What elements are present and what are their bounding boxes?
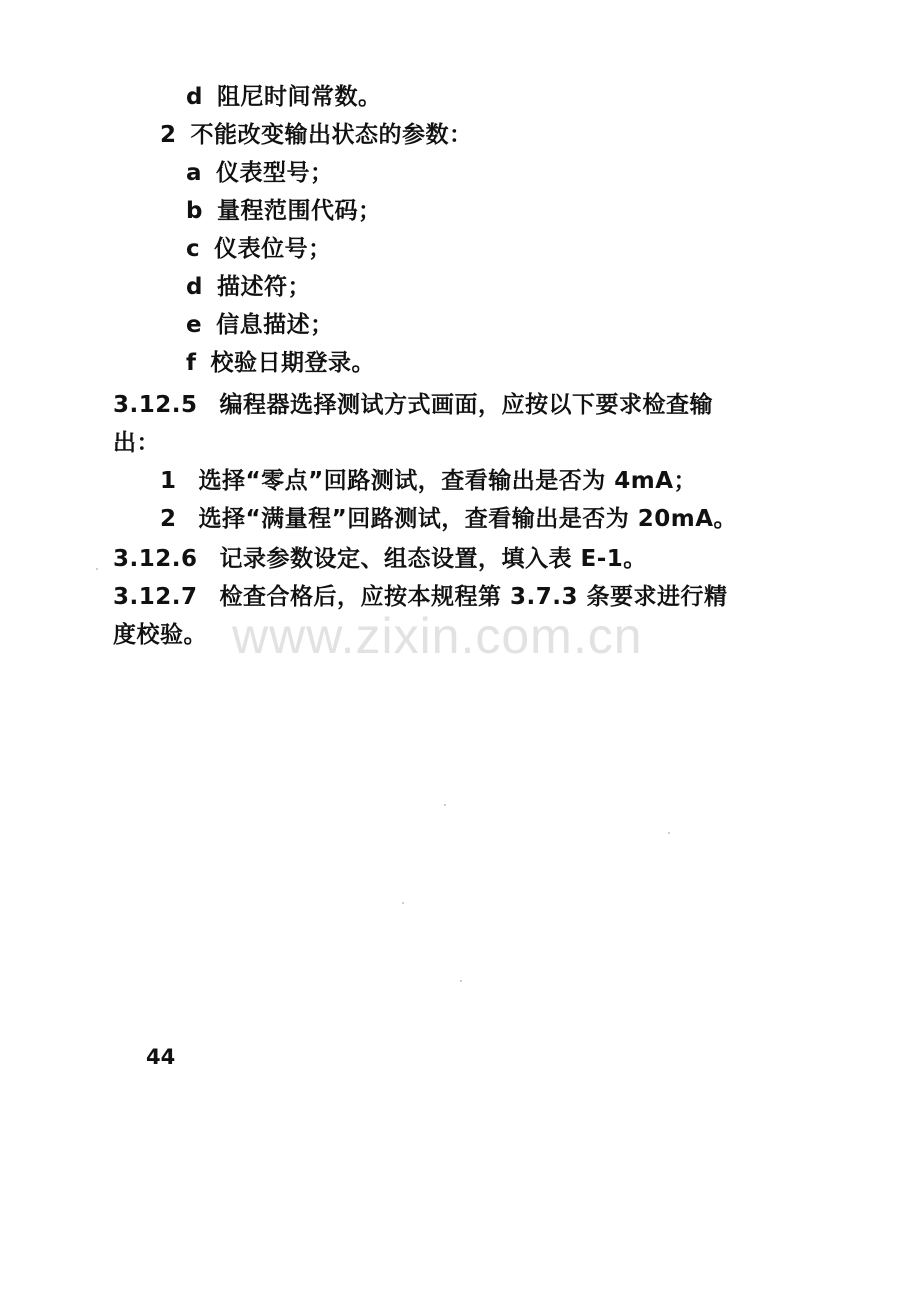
clause-text: 编程器选择测试方式画面，应按以下要求检查输 xyxy=(219,392,713,418)
test-step-1-zero xyxy=(160,466,697,496)
item-marker: a xyxy=(186,160,203,186)
list-item-e-message xyxy=(186,310,334,340)
item-text: 校验日期登录。 xyxy=(210,350,376,376)
clause-3-12-5 xyxy=(113,390,713,420)
item-marker: c xyxy=(186,236,201,262)
item-marker: 2 xyxy=(160,506,177,532)
clause-text: 检查合格后，应按本规程第 3.7.3 条要求进行精 xyxy=(219,584,728,610)
item-text: 量程范围代码； xyxy=(216,198,382,224)
scan-speck xyxy=(668,832,670,834)
list-item-a-model xyxy=(186,158,334,188)
clause-number: 3.12.6 xyxy=(113,546,198,572)
item-text: 阻尼时间常数。 xyxy=(216,84,382,110)
scan-speck xyxy=(444,804,446,806)
item-text: 选择“零点”回路测试，查看输出是否为 4mA； xyxy=(198,468,698,494)
clause-number: 3.12.5 xyxy=(113,392,198,418)
item-marker: b xyxy=(186,198,203,224)
item-text: 不能改变输出状态的参数： xyxy=(190,122,473,148)
item-marker: d xyxy=(186,274,203,300)
clause-3-12-7-continued xyxy=(113,620,207,650)
item-text: 描述符； xyxy=(216,274,311,300)
list-item-2-fixed-params xyxy=(160,120,473,150)
list-item-b-range-code xyxy=(186,196,381,226)
list-item-c-tag xyxy=(186,234,332,264)
item-marker: e xyxy=(186,312,203,338)
scan-speck xyxy=(460,980,462,982)
list-item-d-damping xyxy=(186,82,381,112)
clause-text: 度校验。 xyxy=(113,622,207,648)
item-marker: d xyxy=(186,84,203,110)
clause-3-12-6 xyxy=(113,544,647,574)
item-text: 信息描述； xyxy=(216,312,334,338)
item-marker: 1 xyxy=(160,468,177,494)
scan-speck xyxy=(96,568,98,570)
item-text: 仪表型号； xyxy=(216,160,334,186)
item-text: 选择“满量程”回路测试，查看输出是否为 20mA。 xyxy=(198,506,738,532)
scan-speck xyxy=(402,902,404,904)
page-number: 44 xyxy=(146,1045,176,1069)
watermark: www.zixin.com.cn xyxy=(232,608,643,664)
list-item-d-descriptor xyxy=(186,272,311,302)
item-text: 仪表位号； xyxy=(214,236,332,262)
clause-text: 出： xyxy=(113,430,160,456)
list-item-f-calibration-date xyxy=(186,348,375,378)
clause-3-12-5-continued xyxy=(113,428,160,458)
test-step-2-full-scale xyxy=(160,504,737,534)
clause-number: 3.12.7 xyxy=(113,584,198,610)
clause-text: 记录参数设定、组态设置，填入表 E-1。 xyxy=(219,546,647,572)
item-marker: 2 xyxy=(160,122,177,148)
item-marker: f xyxy=(186,350,197,376)
